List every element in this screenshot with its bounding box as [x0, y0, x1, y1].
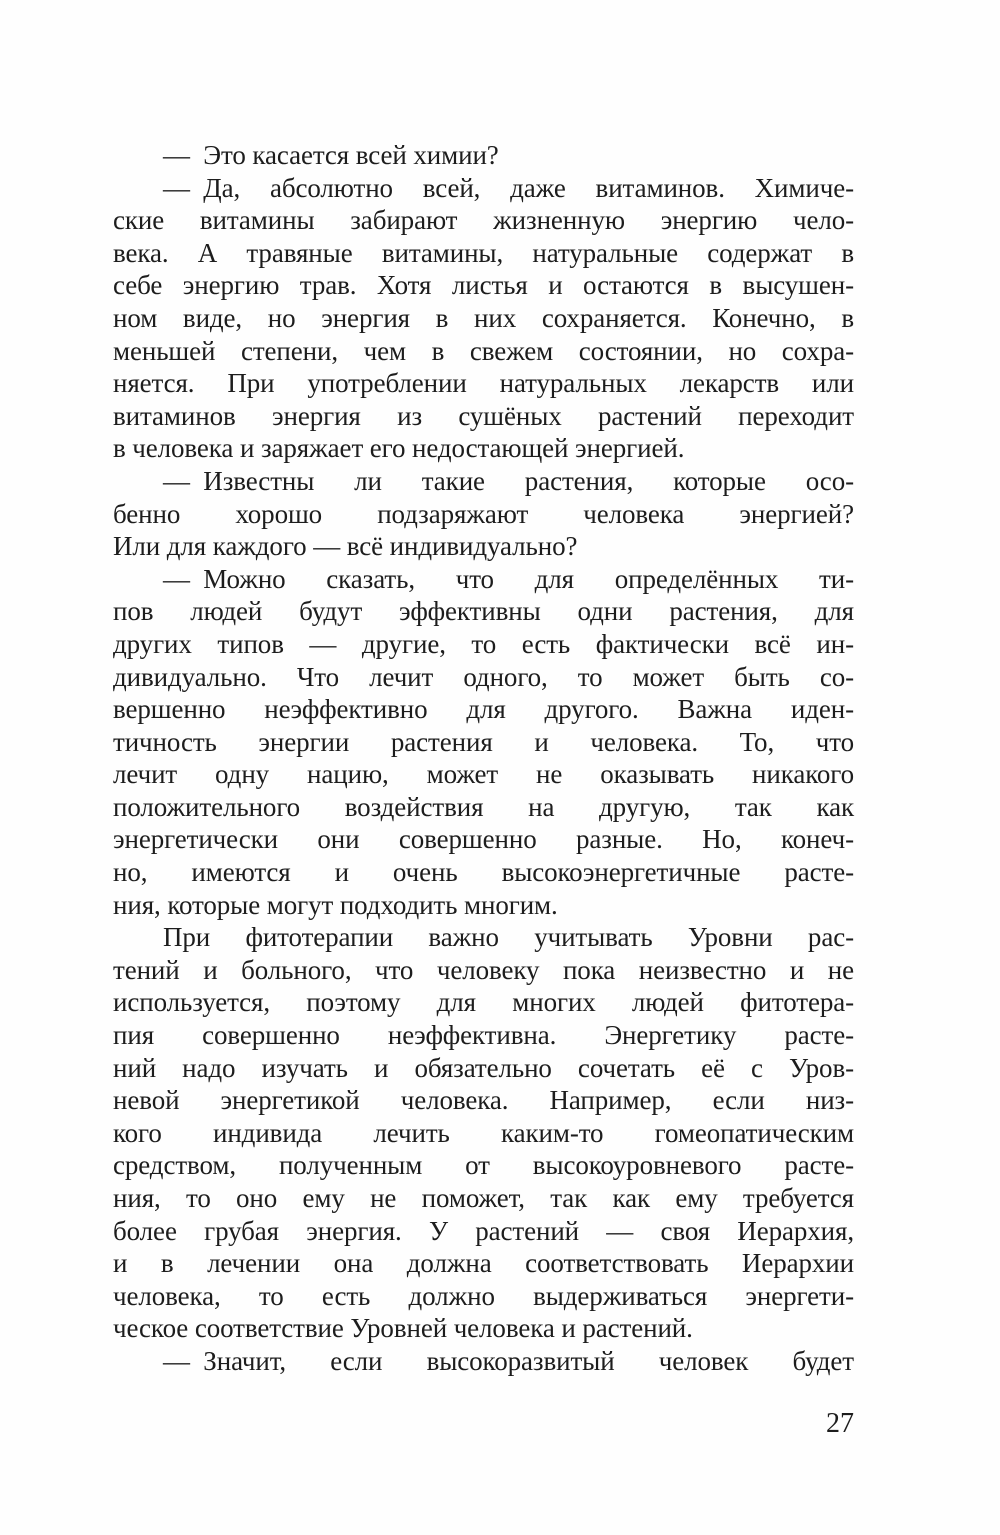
text-line: ния, то оно ему не поможет, так как ему требуется [113, 1183, 854, 1213]
text-line: человека, то есть должно выдерживаться энергети- [113, 1280, 854, 1311]
text-line: других типов — другие, то есть фактически всё ин- [113, 628, 854, 659]
text-line: и в лечении она должна соответствовать Иерархии [113, 1248, 854, 1279]
text-line: ские витамины забирают жизненную энергию чело- [113, 205, 854, 236]
text-line: в человека и заряжает его недостающей энергией. [113, 433, 685, 464]
text-line: себе энергию трав. Хотя листья и остаются в высушен- [113, 270, 854, 301]
text-line: ческое соответствие Уровней человека и растений. [113, 1313, 693, 1344]
text-line: тений и больного, что человеку пока неизвестно и не [113, 954, 854, 985]
text-line: — Можно сказать, что для определённых ти- [163, 563, 854, 594]
text-line: меньшей степени, чем в свежем состоянии, но сохра- [113, 335, 854, 366]
text-line: — Это касается всей химии? [163, 140, 499, 170]
text-line: положительного воздействия на другую, так как [113, 791, 854, 822]
text-line: няется. При употреблении натуральных лекарств или [113, 368, 854, 399]
text-line: При фитотерапии важно учитывать Уровни рас- [163, 922, 854, 953]
text-line: тичность энергии растения и человека. То, что [113, 726, 854, 757]
text-line: лечит одну нацию, может не оказывать никакого [113, 759, 854, 790]
text-line: ния, которые могут подходить многим. [113, 889, 558, 920]
text-line: но, имеются и очень высокоэнергетичные расте- [113, 857, 854, 888]
text-line: пия совершенно неэффективна. Энергетику расте- [113, 1020, 854, 1051]
page-number: 27 [826, 1408, 854, 1439]
text-line: пов людей будут эффективны одни растения, для [113, 596, 854, 627]
text-line: используется, поэтому для многих людей фитотера- [113, 987, 854, 1018]
page-text [113, 139, 854, 1378]
text-line: кого индивида лечить каким-то гомеопатическим [113, 1117, 854, 1148]
text-line: ний надо изучать и обязательно сочетать её с Уров- [113, 1052, 854, 1083]
text-line: ном виде, но энергия в них сохраняется. Конечно, в [113, 302, 854, 333]
text-line: — Значит, если высокоразвитый человек будет [163, 1345, 854, 1376]
text-line: Или для каждого — всё индивидуально? [113, 531, 578, 562]
text-line: более грубая энергия. У растений — своя Иерархия, [113, 1215, 854, 1246]
text-line: дивидуально. Что лечит одного, то может быть со- [113, 661, 854, 692]
text-line: витаминов энергия из сушёных растений переходит [113, 400, 854, 431]
text-line: вершенно неэффективно для другого. Важна иден- [113, 694, 854, 725]
text-line: невой энергетикой человека. Например, если низ- [113, 1085, 854, 1116]
text-line: средством, полученным от высокоуровневого расте- [113, 1150, 854, 1181]
text-line: энергетически они совершенно разные. Но, конеч- [113, 824, 854, 855]
text-line: бенно хорошо подзаряжают человека энергией? [113, 498, 854, 529]
text-line: — Да, абсолютно всей, даже витаминов. Химиче- [163, 172, 854, 203]
text-line: — Известны ли такие растения, которые осо- [163, 465, 854, 496]
text-line: века. А травяные витамины, натуральные содержат в [113, 237, 854, 268]
